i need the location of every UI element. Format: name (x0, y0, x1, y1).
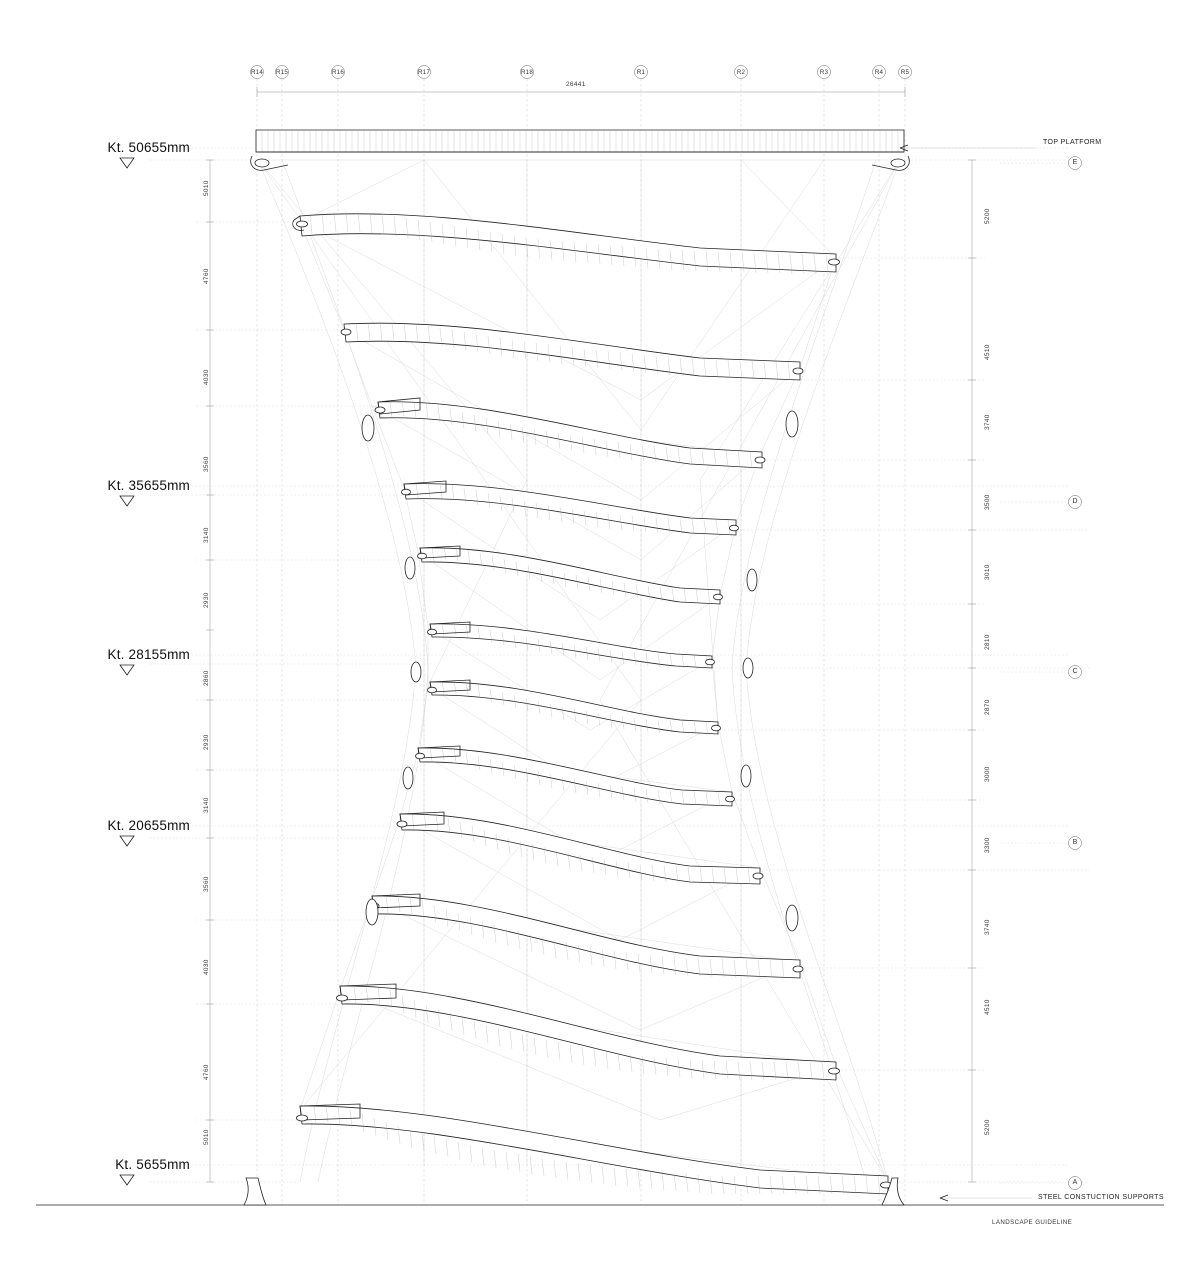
dim-right-11: 4510 (984, 999, 991, 1015)
level-mark-e[interactable]: E (1072, 159, 1078, 166)
ramp-deck-11 (369, 894, 803, 978)
dim-left-5: 3140 (203, 527, 210, 543)
level-mark-c[interactable]: C (1072, 668, 1078, 675)
ramp-deck-7 (428, 622, 715, 669)
dim-right-7: 2870 (984, 699, 991, 715)
elevation-label-top: Kt. 50655mm (107, 140, 190, 155)
dim-left-10: 3560 (203, 876, 210, 892)
dim-left-6: 2930 (203, 592, 210, 608)
dim-right-12: 5200 (984, 1119, 991, 1135)
annotation-landscape-guideline: LANDSCAPE GUIDELINE (992, 1219, 1073, 1226)
grid-label-r17[interactable]: R17 (418, 69, 430, 76)
ramp-deck-6 (418, 546, 723, 604)
dim-right-4: 3500 (984, 494, 991, 510)
ramp-deck-10 (397, 812, 763, 884)
grid-bubbles (251, 66, 912, 79)
elevation-label-b: Kt. 20655mm (107, 818, 190, 833)
dim-right-5: 3010 (984, 564, 991, 580)
dim-right-3: 3740 (984, 414, 991, 430)
elevation-label-a: Kt. 5655mm (115, 1157, 190, 1172)
level-mark-a[interactable]: A (1072, 1179, 1078, 1186)
dim-left-1: 5010 (203, 180, 210, 196)
dim-left-9: 3140 (203, 797, 210, 813)
dim-right-8: 3000 (984, 766, 991, 782)
dim-left-12: 4760 (203, 1064, 210, 1080)
dim-left-11: 4030 (203, 959, 210, 975)
dim-left-13: 5010 (203, 1129, 210, 1145)
grid-label-r3[interactable]: R3 (819, 69, 829, 76)
ramp-deck-4 (375, 398, 765, 468)
level-mark-d[interactable]: D (1072, 498, 1078, 505)
elevation-markers (120, 158, 134, 1185)
ramp-deck-5 (402, 481, 739, 535)
annotation-steel-supports: STEEL CONSTUCTION SUPPORTS (1038, 1194, 1164, 1201)
dim-right-6: 2810 (984, 634, 991, 650)
grid-label-r16[interactable]: R16 (332, 69, 344, 76)
dim-left-4: 3560 (203, 456, 210, 472)
overall-dimension-text: 26441 (566, 81, 586, 88)
elevation-label-c: Kt. 28155mm (107, 647, 190, 662)
overall-dimension-line (257, 87, 905, 97)
dim-left-2: 4760 (203, 268, 210, 284)
dim-right-1: 5200 (984, 208, 991, 224)
ramp-deck-13 (297, 1104, 892, 1194)
grid-label-r18[interactable]: R18 (521, 69, 533, 76)
ramp-deck-12 (337, 984, 840, 1080)
ramp-deck-9 (416, 746, 735, 806)
dim-left-7: 2860 (203, 670, 210, 686)
grid-label-r1[interactable]: R1 (636, 69, 646, 76)
grid-label-r2[interactable]: R2 (736, 69, 746, 76)
right-dimension-chain (712, 160, 1090, 1182)
level-mark-b[interactable]: B (1072, 839, 1078, 846)
dim-left-3: 4030 (203, 369, 210, 385)
grid-label-r4[interactable]: R4 (874, 69, 884, 76)
ramp-deck-3 (341, 322, 803, 380)
annotation-leaders (900, 145, 1035, 1201)
ramp-deck-2 (293, 212, 840, 274)
dim-right-10: 3740 (984, 919, 991, 935)
ramp-deck-8 (428, 680, 721, 735)
elevation-label-d: Kt. 35655mm (107, 478, 190, 493)
grid-label-r15[interactable]: R15 (276, 69, 288, 76)
top-platform-deck (251, 130, 910, 170)
left-dimension-chain (150, 160, 432, 1182)
grid-label-r5[interactable]: R5 (900, 69, 910, 76)
annotation-top-platform: TOP PLATFORM (1043, 139, 1102, 146)
dim-right-9: 3300 (984, 837, 991, 853)
dim-left-8: 2930 (203, 734, 210, 750)
dim-right-2: 4510 (984, 344, 991, 360)
grid-label-r14[interactable]: R14 (251, 69, 263, 76)
ramp-decks (251, 130, 910, 1194)
